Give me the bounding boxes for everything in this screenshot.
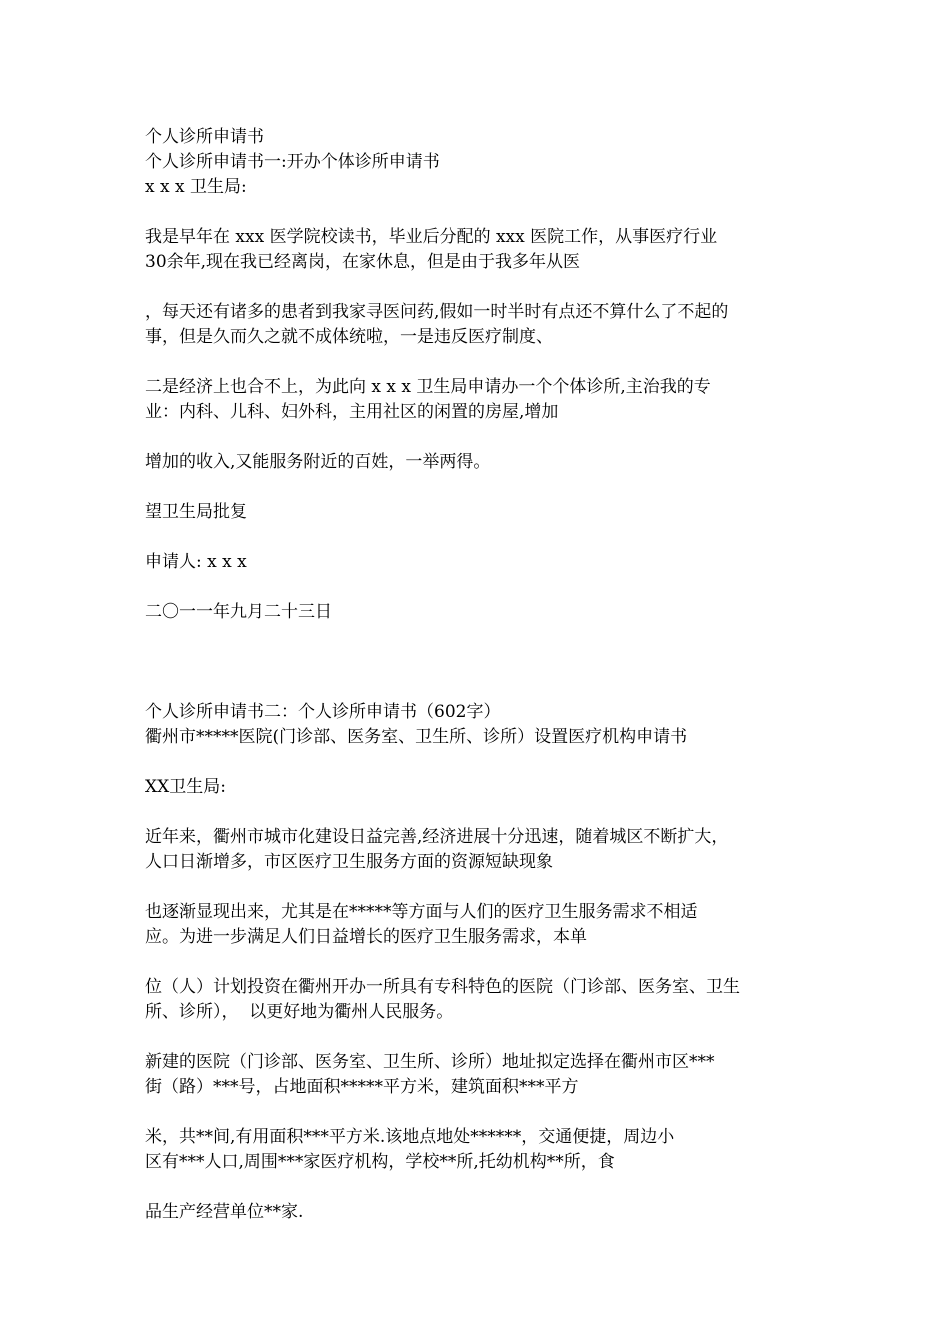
part2-p4-line1: 新建的医院（门诊部、医务室、卫生所、诊所）地址拟定选择在衢州市区*** [145, 1052, 715, 1072]
part2-p5-line1: 米，共**间,有用面积***平方米.该地点地处******，交通便捷，周边小 [145, 1127, 675, 1147]
part1-date: 二〇一一年九月二十三日 [145, 602, 332, 622]
part2-p1-line1: 近年来，衢州市城市化建设日益完善,经济进展十分迅速，随着城区不断扩大， [145, 827, 729, 847]
part2-heading: 个人诊所申请书二：个人诊所申请书（602字） [145, 702, 501, 722]
part2-p4-line2: 街（路）***号，占地面积*****平方米，建筑面积***平方 [145, 1077, 579, 1097]
part2-p3-line1: 位（人）计划投资在衢州开办一所具有专科特色的医院（门诊部、医务室、卫生 [145, 977, 740, 997]
part2-p6: 品生产经营单位**家. [145, 1202, 304, 1222]
part1-p5: 望卫生局批复 [145, 502, 247, 522]
part2-subheading: 衢州市*****医院(门诊部、医务室、卫生所、诊所）设置医疗机构申请书 [145, 727, 688, 747]
part1-p2-line2: 事，但是久而久之就不成体统啦，一是违反医疗制度、 [145, 327, 553, 347]
part1-applicant: 申请人: x x x [145, 552, 247, 572]
part1-p2-line1: ，每天还有诸多的患者到我家寻医问药,假如一时半时有点还不算什么了不起的 [145, 302, 729, 322]
part1-p1-line1: 我是早年在 xxx 医学院校读书，毕业后分配的 xxx 医院工作，从事医疗行业 [145, 227, 718, 247]
part1-p3-line1: 二是经济上也合不上，为此向 x x x 卫生局申请办一个个体诊所,主治我的专 [145, 377, 711, 397]
part2-p2-line1: 也逐渐显现出来，尤其是在*****等方面与人们的医疗卫生服务需求不相适 [145, 902, 698, 922]
part1-p4: 增加的收入,又能服务附近的百姓，一举两得。 [145, 452, 491, 472]
part2-p3-line2: 所、诊所）， 以更好地为衢州人民服务。 [145, 1002, 454, 1022]
document-page [145, 125, 815, 1225]
part2-p5-line2: 区有***人口,周围***家医疗机构，学校**所,托幼机构**所，食 [145, 1152, 615, 1172]
part1-addressee: x x x 卫生局: [145, 177, 247, 197]
part2-addressee: XX卫生局: [145, 777, 226, 797]
document-title: 个人诊所申请书 [145, 127, 264, 147]
part2-p2-line2: 应。为进一步满足人们日益增长的医疗卫生服务需求，本单 [145, 927, 587, 947]
part1-heading: 个人诊所申请书一:开办个体诊所申请书 [145, 152, 440, 172]
part2-p1-line2: 人口日渐增多，市区医疗卫生服务方面的资源短缺现象 [145, 852, 553, 872]
part1-p1-line2: 30余年,现在我已经离岗，在家休息，但是由于我多年从医 [145, 252, 581, 272]
part1-p3-line2: 业：内科、儿科、妇外科，主用社区的闲置的房屋,增加 [145, 402, 559, 422]
